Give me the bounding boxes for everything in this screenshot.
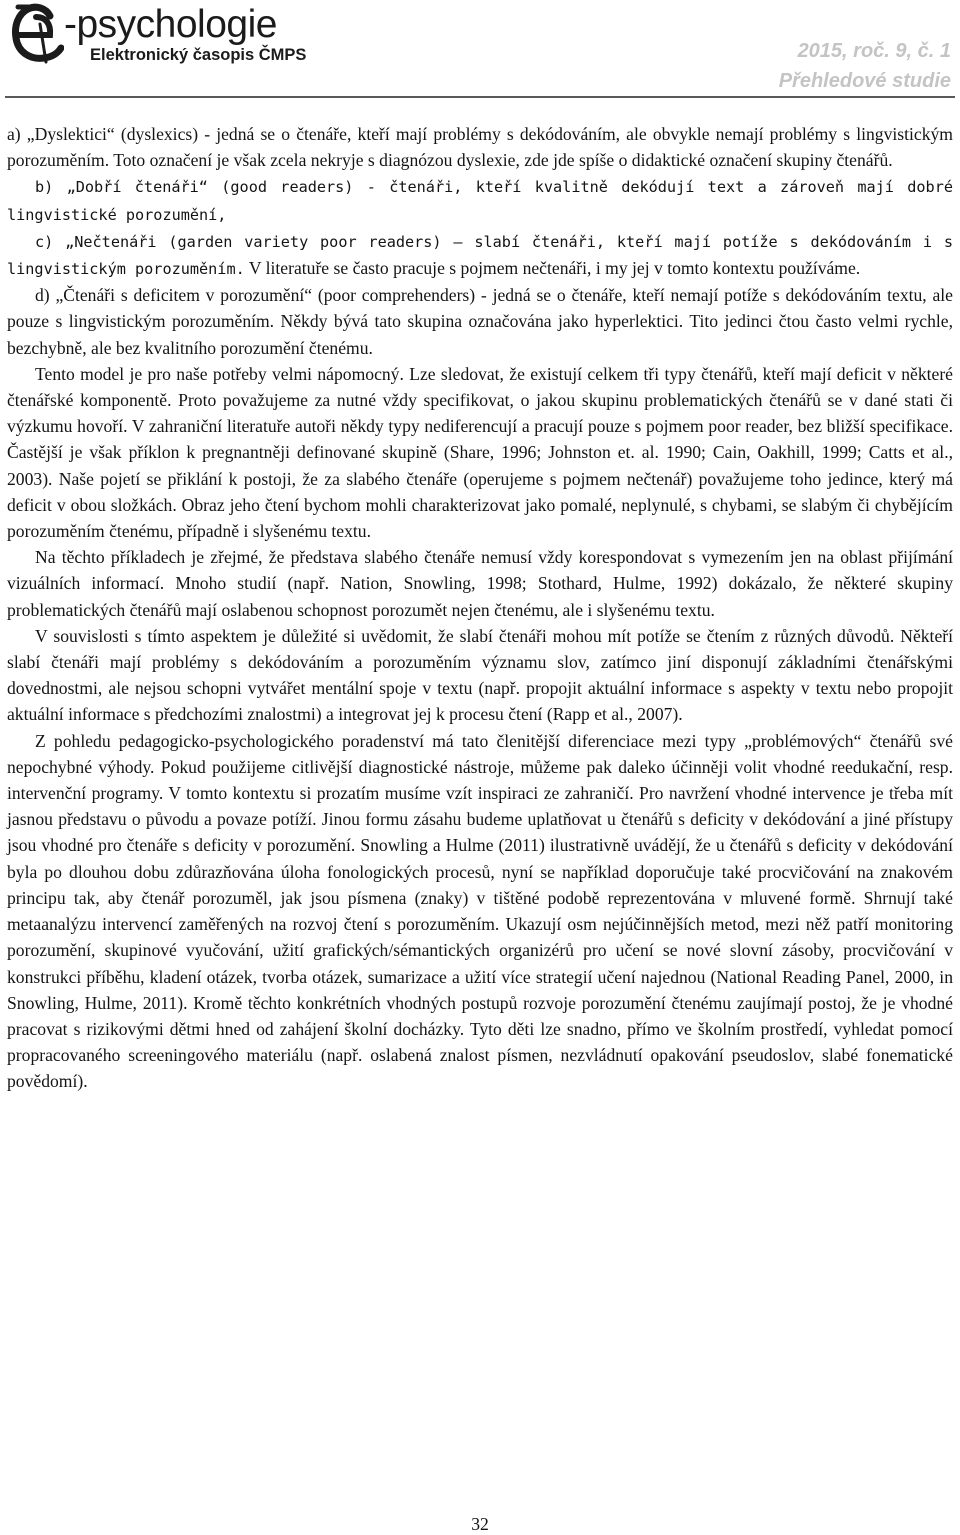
paragraph-non-readers-serif: V literatuře se často pracuje s pojmem nečtenáři, i my jej v tomto kontextu používáme. — [244, 258, 861, 279]
paragraph-good-readers-text: b) „Dobří čtenáři“ (good readers) - čtenáři, kteří kvalitně dekódují text a zároveň mají dobré lingvistické porozumění, — [7, 178, 953, 224]
issue-number: 2015, roč. 9, č. 1 — [797, 40, 951, 62]
section-name: Přehledové studie — [778, 70, 951, 92]
paragraph-model: Tento model je pro naše potřeby velmi nápomocný. Lze sledovat, že existují celkem tři typy čtenářů, kteří mají deficit v některé čtenářské komponentě. Proto považujeme za nutné vždy specifikovat, o jakou skupinu problematických čtenářů se v dané stati či výzkumu hovoří. V zahraniční literatuře autoři někdy typy nediferencují a pracují pouze s pojmem poor reader, bez bližší specifikace. Častější je však příklon k pregnantněji definované skupině (Share, 1996; Johnston et. al. 1990; Cain, Oakhill, 1999; Catts et al., 2003). Naše pojetí se přiklání k postoji, že za slabého čtenáře (operujeme s pojmem nečtenář) považujeme toho jedince, který má deficit v obou složkách. Obraz jeho čtení bychom mohli charakterizovat jako pomalé, neplynulé, s chybami, se slabým či chybějícím porozuměním čtenému, případně i slyšenému textu. — [7, 363, 953, 542]
paragraph-dyslexics: a) „Dyslektici“ (dyslexics) - jedná se o čtenáře, kteří mají problémy s dekódováním, ale obvykle nemají problémy s lingvistickým porozuměním. Toto označení je však zcela nekryje s diagnózou dyslexie, zde jde spíše o didaktické označení skupiny čtenářů. — [7, 124, 953, 171]
article-body — [7, 121, 953, 1095]
paragraph-examples: Na těchto příkladech je zřejmé, že představa slabého čtenáře nemusí vždy korespondovat s vymezením jen na oblast přijímání vizuálních informací. Mnoho studií (např. Nation, Snowling, 1998; Stothard, Hulme, 1992) dokázalo, že některé skupiny problematických čtenářů mají oslabenou schopnost porozumět nejen čtenému, ale i slyšenému textu. — [7, 547, 953, 620]
paragraph-context: V souvislosti s tímto aspektem je důležité si uvědomit, že slabí čtenáři mohou mít potíže se čtením z různých důvodů. Někteří slabí čtenáři mají problémy s dekódováním a porozuměním významu slov, zatímco jiní disponují základními čtenářskými dovednostmi, ale nejsou schopni vytvářet mentální spoje v textu (např. propojit aktuální informace s aspekty v textu nebo propojit aktuální informace s předchozími znalostmi) a integrovat jej k procesu čtení (Rapp et al., 2007). — [7, 625, 953, 725]
journal-subtitle: Elektronický časopis ČMPS — [90, 46, 307, 64]
page-header — [0, 0, 960, 98]
page-number: 32 — [471, 1514, 489, 1534]
paragraph-poor-comprehenders-b: Někdy bývá tato skupina označována jako hyperlektici. Tito jedinci čtou často velmi rychle, bezchybně, ale bez kvalitního porozumění čtenému. — [7, 311, 954, 358]
paragraph-counseling: Z pohledu pedagogicko-psychologického poradenství má tato členitější diferenciace mezi typy „problémových“ čtenářů své nepochybné výhody. Pokud použijeme citlivější diagnostické nástroje, můžeme pak daleko účinněji volit vhodné reedukační, resp. intervenční programy. V tomto kontextu si prozatím musíme vzít inspiraci ze zahraničí. Pro navržení vhodné intervence je třeba mít jasnou představu o původu a povaze potíží. Jinou formu zásahu budeme uplatňovat u čtenářů s deficity v dekódování a jiné přístupy jsou vhodné pro čtenáře s deficity v porozumění. Snowling a Hulme (2011) ilustrativně uvádějí, že u čtenářů s deficity v dekódování byla po dlouhou dobu zdůrazňována úloha fonologických procesů, nyní se například doporučuje také procvičování na znakovém principu tak, aby čtenář porozuměl, jak jsou písmena (znaky) v tištěné podobě reprezentována v mluvené formě. Shrnují také metaanalýzu intervencí zaměřených na rozvoj čtení s porozuměním. Ukazují osm nejúčinnějších metod, mezi něž patří monitoring porozumění, skupinové vyučování, užití grafických/sémantických organizérů pro učení se nové slovní zásoby, procvičování v konstrukci příběhu, kladení otázek, tvorba otázek, sumarizace a užití více strategií učení najednou (National Reading Panel, 2000, in Snowling, Hulme, 2011). Kromě těchto konkrétních vhodných postupů rozvoje porozumění čtenému zaujímají postoj, že je vhodné pracovat s rizikovými dětmi hned od zahájení školní docházky. Tyto děti lze snadno, přímo ve školním prostředí, vyhledat pomocí propracovaného screeningového materiálu (např. oslabená znalost písmen, nezvládnutí opakování pseudoslov, slabé fonematické povědomí). — [7, 730, 953, 1092]
paragraph-poor-comprehenders-a: d) „Čtenáři s deficitem v porozumění“ (poor comprehenders) - jedná se o čtenáře, kteří nemají potíže s dekódováním textu, ale pouze s lingvistickým porozuměním. — [7, 285, 953, 332]
paragraph-poor-comprehenders — [7, 282, 953, 361]
paragraph-non-readers-mono: c) „Nečtenáři (garden variety poor readers) – slabí čtenáři, kteří mají potíže s dekódováním i s lingvistickým porozuměním. — [7, 232, 953, 279]
journal-logo — [6, 2, 366, 68]
header-divider — [5, 96, 955, 98]
e-logo-icon — [6, 2, 64, 68]
journal-name: -psychologie — [64, 3, 277, 46]
issue-info — [779, 36, 951, 96]
paragraph-good-readers — [7, 173, 953, 227]
paragraph-non-readers — [7, 228, 953, 282]
